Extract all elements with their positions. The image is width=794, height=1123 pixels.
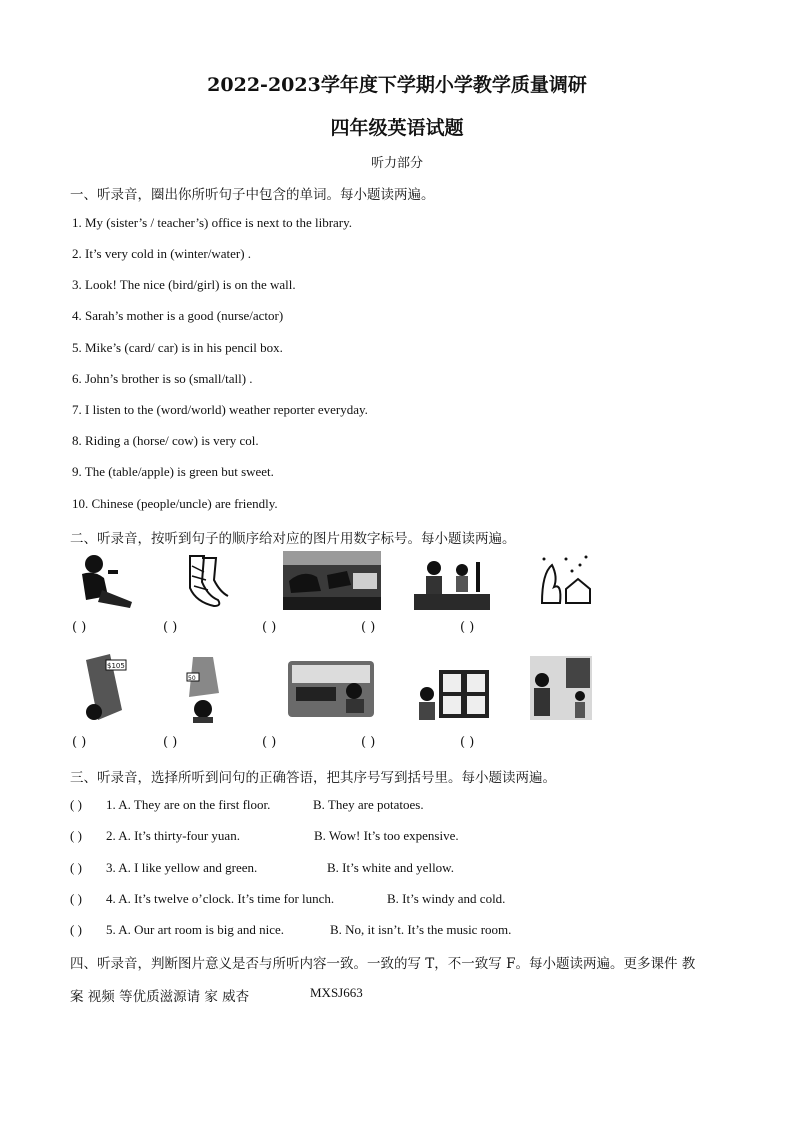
s3-option-5a: 5. A. Our art room is big and nice. [106,922,284,937]
s1-item-7: 7. I listen to the (word/world) weather reporter everyday. [72,402,368,417]
s3-blank-4[interactable]: ( ) [70,891,82,906]
section4-code: MXSJ663 [310,985,363,1000]
boys-playing-icon [414,556,490,610]
boot-tag-text: 50 [188,675,196,682]
section4-heading: 四、听录音，判断图片意义是否与所听内容一致。一致的写 T，不一致写 F。每小题读两遍。更多课件 教 [70,956,696,972]
s3-blank-3[interactable]: ( ) [70,860,82,875]
s1-item-3: 3. Look! The nice (bird/girl) is on the wall. [72,277,296,292]
blank-r2-3[interactable]: ( ) [262,735,277,750]
blank-r1-5[interactable]: ( ) [460,620,475,635]
part-label: 听力部分 [370,156,423,171]
socks-icon [180,552,232,608]
s1-item-8: 8. Riding a (horse/ cow) is very col. [72,433,259,448]
s1-item-2: 2. It’s very cold in (winter/water) . [72,246,252,261]
s1-item-10: 10. Chinese (people/uncle) are friendly. [72,496,278,511]
exam-subtitle: 四年级英语试题 [330,117,464,139]
blank-r2-4[interactable]: ( ) [361,735,376,750]
s3-option-1b: B. They are potatoes. [313,797,424,812]
price-tag-icon [80,650,128,724]
horses-icon [283,551,381,610]
s3-blank-5[interactable]: ( ) [70,922,82,937]
s3-option-1a: 1. A. They are on the first floor. [106,797,271,812]
s3-option-2a: 2. A. It’s thirty-four yuan. [106,828,240,843]
s3-option-3a: 3. A. I like yellow and green. [106,860,258,875]
exam-title: 2022-2023学年度下学期小学教学质量调研 [207,74,587,96]
window-girl-icon [415,668,491,720]
blank-r2-2[interactable]: ( ) [163,735,178,750]
blank-r2-1[interactable]: ( ) [72,735,87,750]
s1-item-9: 9. The (table/apple) is green but sweet. [72,464,274,479]
section1-heading: 一、听录音，圈出你所听句子中包含的单词。每小题读两遍。 [70,187,435,203]
blank-r2-5[interactable]: ( ) [460,735,475,750]
boot-icon [181,653,225,723]
s3-option-4a: 4. A. It’s twelve o’clock. It’s time for lunch. [106,891,335,906]
s3-option-3b: B. It’s white and yellow. [327,860,454,875]
boy-sitting-icon [72,550,140,610]
blank-r1-3[interactable]: ( ) [262,620,277,635]
s1-item-1: 1. My (sister’s / teacher’s) office is next to the library. [72,215,353,230]
s3-blank-1[interactable]: ( ) [70,797,82,812]
s1-item-6: 6. John’s brother is so (small/tall) . [72,371,253,386]
s3-blank-2[interactable]: ( ) [70,828,82,843]
s3-option-5b: B. No, it isn’t. It’s the music room. [330,922,512,937]
price-tag-text: $105 [107,662,125,670]
section3-heading: 三、听录音，选择所听到问句的正确答语，把其序号写到括号里。每小题读两遍。 [70,770,556,786]
blank-r1-4[interactable]: ( ) [361,620,376,635]
s3-option-2b: B. Wow! It’s too expensive. [314,828,459,843]
section4-line2: 案 视频 等优质滋源请 家 威杏 [70,989,250,1005]
blank-r1-2[interactable]: ( ) [163,620,178,635]
s1-item-4: 4. Sarah’s mother is a good (nurse/actor) [72,308,284,323]
classroom-icon [530,656,592,720]
section2-heading: 二、听录音，按听到句子的顺序给对应的图片用数字标号。每小题读两遍。 [70,531,516,547]
bus-seat-icon [288,661,374,717]
blank-r1-1[interactable]: ( ) [72,620,87,635]
s3-option-4b: B. It’s windy and cold. [387,891,506,906]
s1-item-5: 5. Mike’s (card/ car) is in his pencil box. [72,340,283,355]
snow-house-icon [536,553,592,609]
